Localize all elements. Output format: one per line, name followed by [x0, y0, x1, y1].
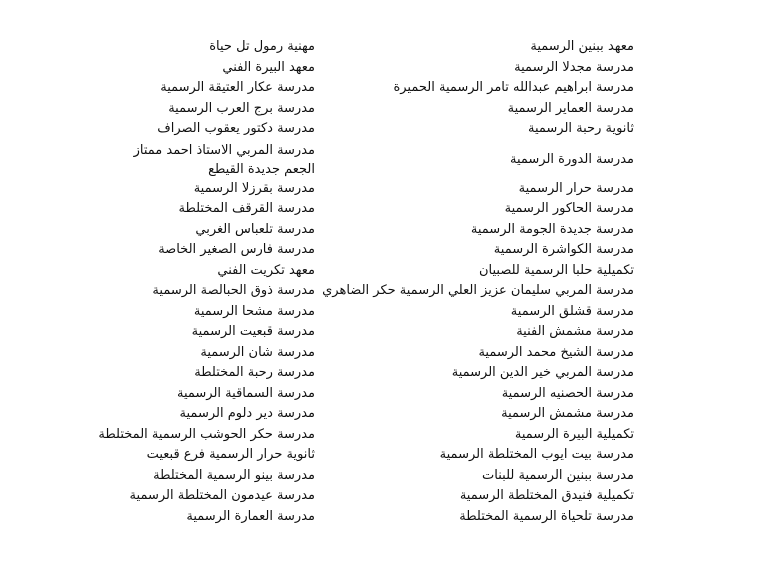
list-item: مدرسة بقرزلا الرسمية: [193, 180, 315, 196]
list-item: مدرسة ذوق الحبالصة الرسمية: [152, 283, 315, 298]
school-list-left: [98, 37, 315, 527]
list-item: مدرسة بيت ايوب المختلطة الرسمية: [439, 447, 634, 462]
list-item: معهد تكريت الفني: [217, 262, 315, 278]
list-item: معهد ببنين الرسمية: [530, 39, 634, 54]
list-item: مدرسة عيدمون المختلطة الرسمية: [129, 488, 315, 503]
list-item: مدرسة عكار العتيقة الرسمية: [160, 80, 315, 95]
list-item: مدرسة الحاكور الرسمية: [504, 201, 634, 216]
list-item: مهنية رمول تل حياة: [209, 39, 315, 54]
list-item: مدرسة مجدلا الرسمية: [514, 59, 634, 75]
list-item: تكميلية حلبا الرسمية للصبيان: [479, 262, 634, 278]
list-item: مدرسة دكتور يعقوب الصراف: [157, 121, 315, 136]
list-item: مدرسة قشلق الرسمية: [510, 303, 634, 319]
list-item: مدرسة فارس الصغير الخاصة: [158, 242, 315, 257]
list-item: مدرسة المربي الاستاذ احمد ممتاز الجعم جديدة القيطع: [133, 142, 315, 177]
list-item: معهد البيرة الفني: [222, 59, 315, 75]
list-item: مدرسة السماقية الرسمية: [177, 385, 315, 401]
list-item: ثانوية رحبة الرسمية: [527, 121, 634, 136]
list-item: تكميلية البيرة الرسمية: [514, 426, 634, 442]
list-item: مدرسة حرار الرسمية: [518, 180, 634, 196]
list-item: مدرسة العماير الرسمية: [507, 100, 634, 116]
list-item: مدرسة ابراهيم عبدالله تامر الرسمية الحميرة: [393, 80, 634, 95]
list-item: مدرسة شان الرسمية: [200, 344, 315, 360]
list-item: مدرسة رحبة المختلطة: [194, 365, 315, 380]
list-item: مدرسة المربي خير الدين الرسمية: [451, 365, 634, 380]
list-item: مدرسة العمارة الرسمية: [186, 508, 315, 524]
school-list-right: [324, 37, 634, 527]
list-item: مدرسة الشيخ محمد الرسمية: [478, 344, 634, 360]
list-item: ثانوية حرار الرسمية فرع قبعيت: [146, 447, 315, 462]
list-item: مدرسة الدورة الرسمية: [509, 151, 634, 167]
list-item: مدرسة مشمش الرسمية: [501, 406, 634, 421]
list-item: مدرسة بينو الرسمية المختلطة: [153, 467, 315, 483]
list-item: مدرسة القرقف المختلطة: [178, 201, 315, 216]
list-item: مدرسة قبعيت الرسمية: [191, 324, 315, 339]
list-item: مدرسة برج العرب الرسمية: [168, 100, 315, 116]
list-item: مدرسة مشحا الرسمية: [193, 303, 315, 319]
list-item: مدرسة الحصنيه الرسمية: [501, 385, 634, 401]
list-item: تكميلية فنيدق المختلطة الرسمية: [459, 488, 634, 503]
list-item: مدرسة الكواشرة الرسمية: [493, 242, 634, 257]
list-item: مدرسة دير دلوم الرسمية: [179, 406, 315, 421]
list-item: مدرسة مشمش الفنية: [516, 324, 634, 339]
list-item: مدرسة تلعباس الغربي: [195, 221, 315, 237]
list-item: مدرسة المربي سليمان عزيز العلي الرسمية حكر الضاهري: [322, 283, 634, 298]
list-item: مدرسة جديدة الجومة الرسمية: [470, 221, 634, 237]
list-item: مدرسة حكر الحوشب الرسمية المختلطة: [98, 426, 315, 442]
list-item: مدرسة تلحياة الرسمية المختلطة: [459, 508, 634, 524]
list-item: مدرسة ببنين الرسمية للبنات: [482, 467, 634, 483]
